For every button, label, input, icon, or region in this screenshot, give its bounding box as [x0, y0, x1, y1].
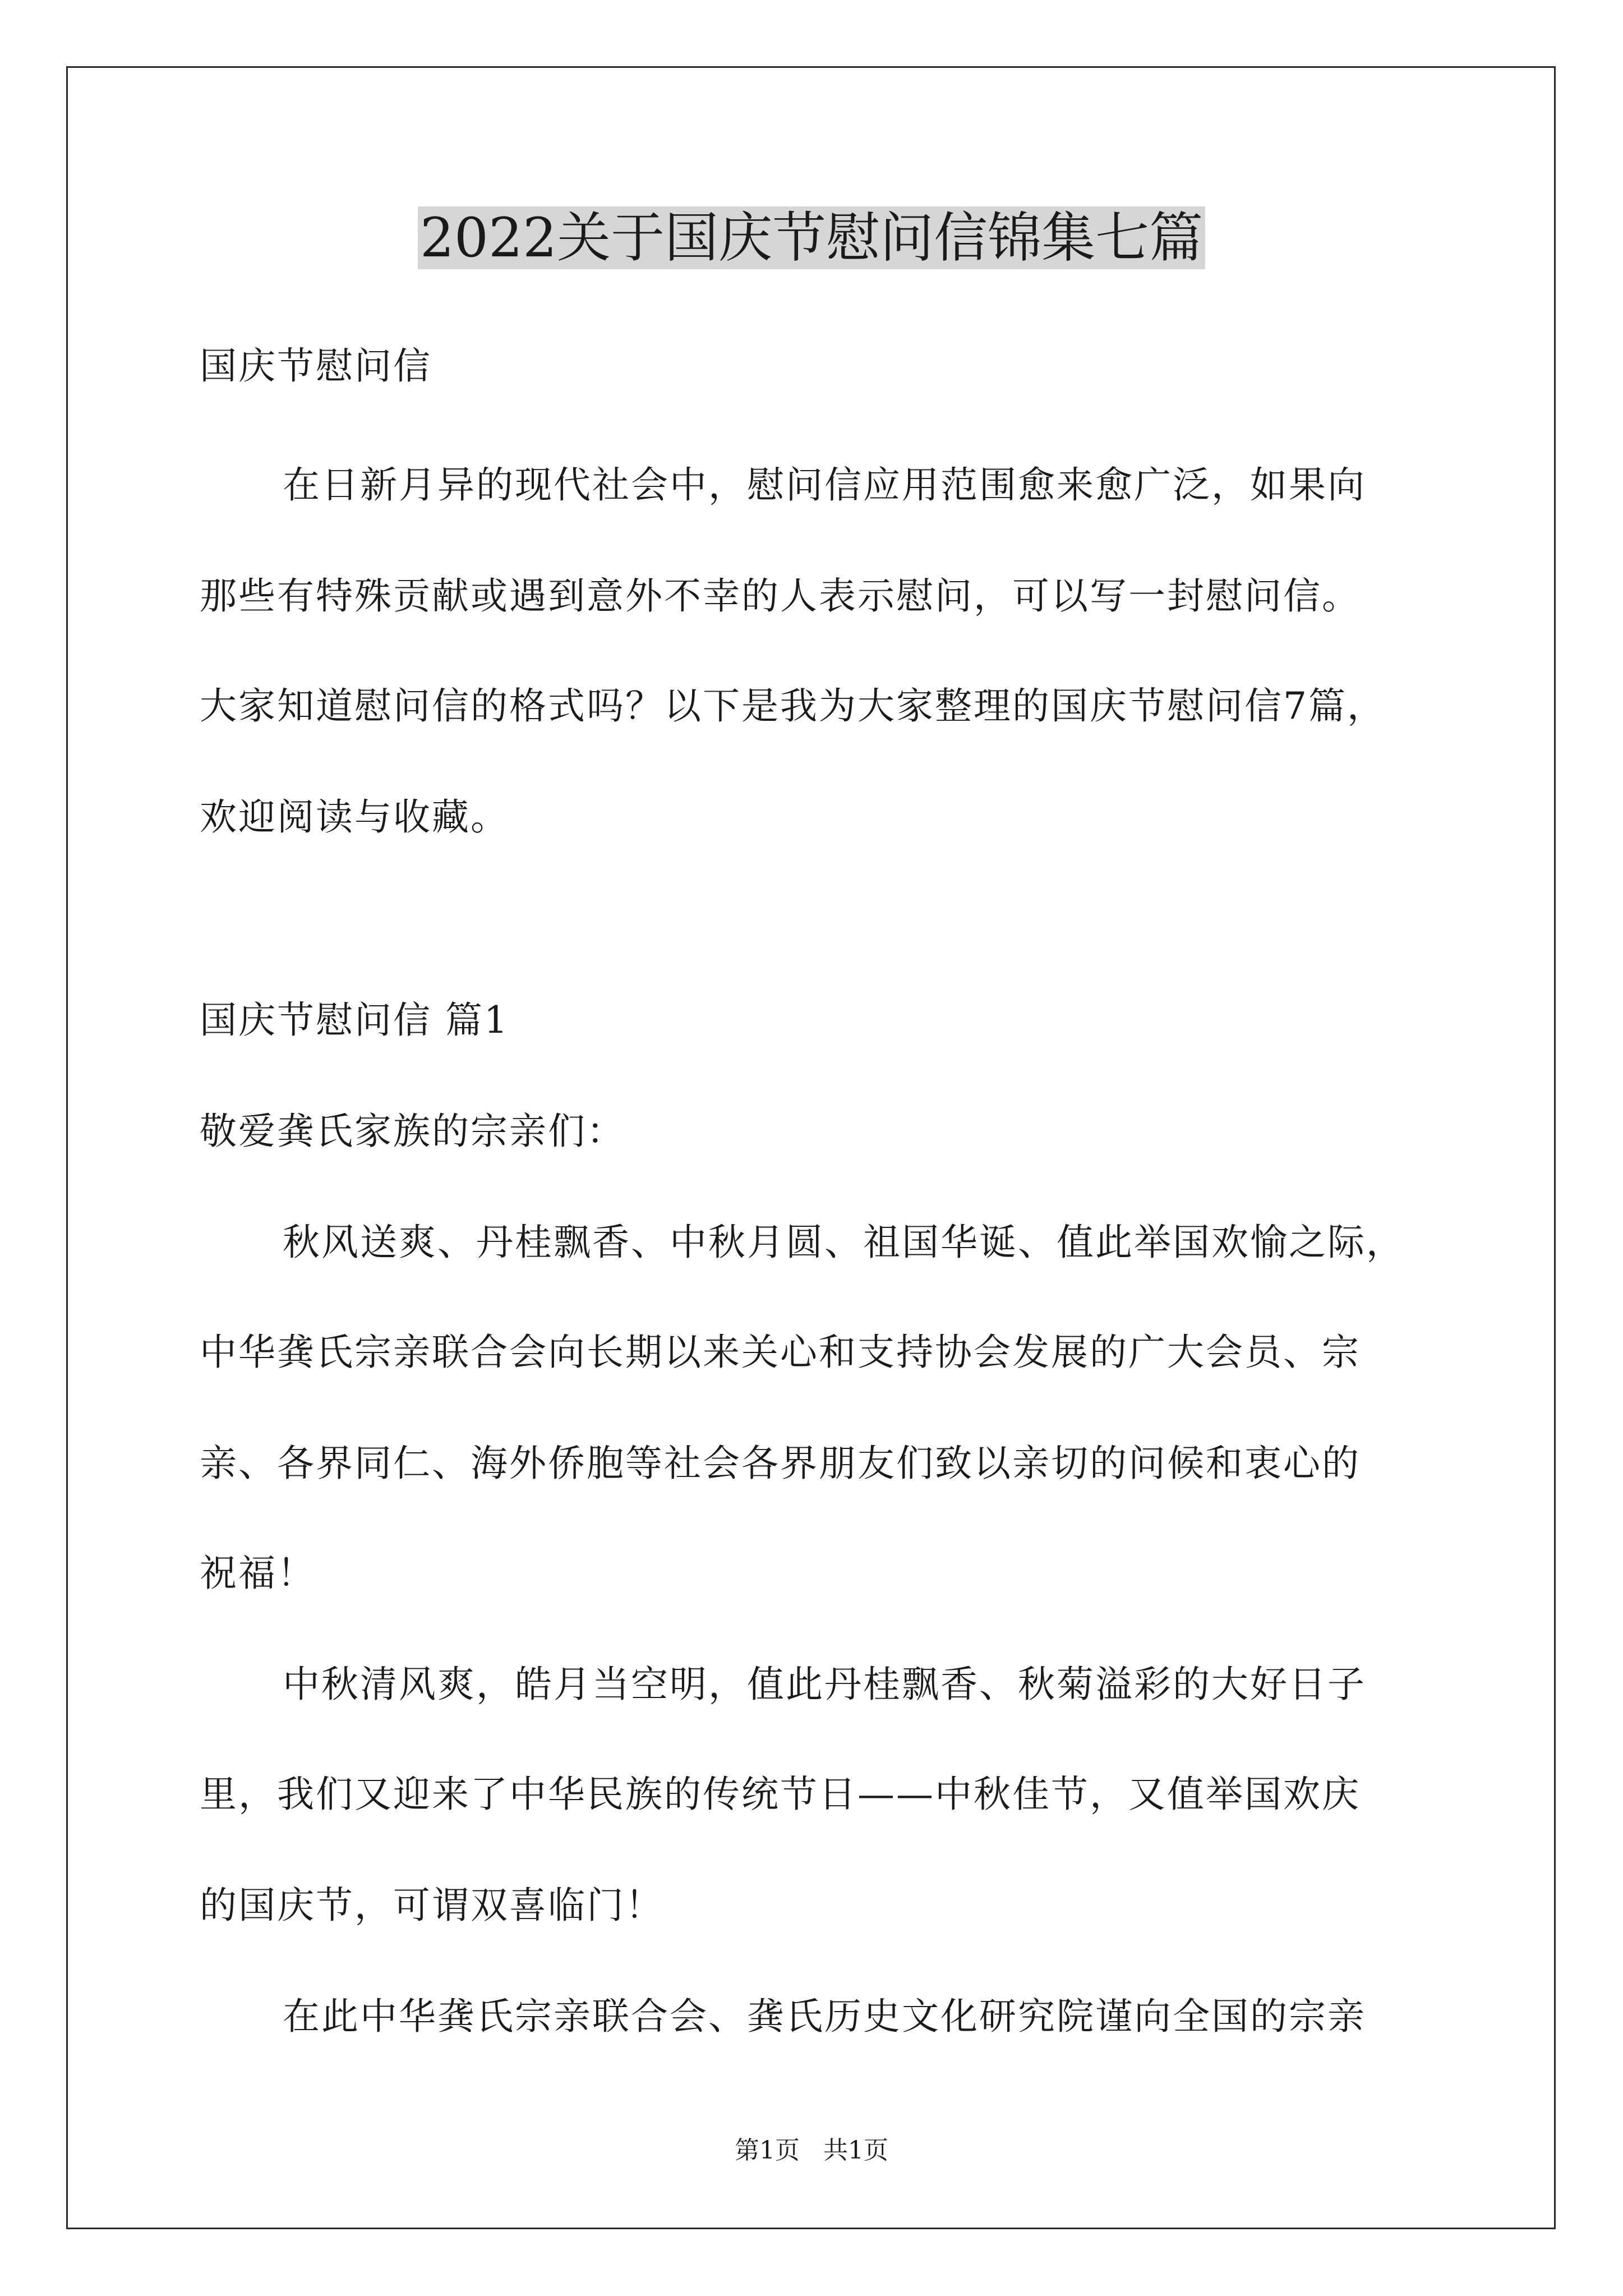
paragraph-line: 的国庆节，可谓双喜临门！ — [200, 1884, 664, 1927]
page-footer: 第1页 共1页 — [735, 2136, 888, 2165]
salutation-line: 敬爱龚氏家族的宗亲们： — [200, 1110, 625, 1153]
section-heading: 国庆节慰问信 篇1 — [200, 999, 509, 1042]
paragraph-line: 那些有特殊贡献或遇到意外不幸的人表示慰问，可以写一封慰问信。 — [200, 574, 1361, 618]
paragraph-line: 亲、各界同仁、海外侨胞等社会各界朋友们致以亲切的问候和衷心的 — [200, 1442, 1361, 1485]
paragraph-line: 祝福！ — [200, 1552, 316, 1595]
paragraph-line: 中华龚氏宗亲联合会向长期以来关心和支持协会发展的广大会员、宗 — [200, 1331, 1361, 1374]
paragraph-line: 中秋清风爽，皓月当空明，值此丹桂飘香、秋菊溢彩的大好日子 — [283, 1663, 1366, 1706]
paragraph-line: 秋风送爽、丹桂飘香、中秋月圆、祖国华诞、值此举国欢愉之际， — [283, 1221, 1405, 1264]
paragraph-line: 欢迎阅读与收藏。 — [200, 795, 509, 839]
paragraph-line: 在此中华龚氏宗亲联合会、龚氏历史文化研究院谨向全国的宗亲 — [283, 1995, 1366, 2038]
document-title — [0, 199, 1623, 277]
paragraph-line: 大家知道慰问信的格式吗？以下是我为大家整理的国庆节慰问信7篇， — [200, 684, 1386, 728]
paragraph-line: 在日新月异的现代社会中，慰问信应用范围愈来愈广泛，如果向 — [283, 463, 1366, 507]
title-text: 2022关于国庆节慰问信锦集七篇 — [418, 206, 1205, 269]
section-heading: 国庆节慰问信 — [200, 344, 432, 388]
paragraph-line: 里，我们又迎来了中华民族的传统节日——中秋佳节，又值举国欢庆 — [200, 1773, 1361, 1816]
